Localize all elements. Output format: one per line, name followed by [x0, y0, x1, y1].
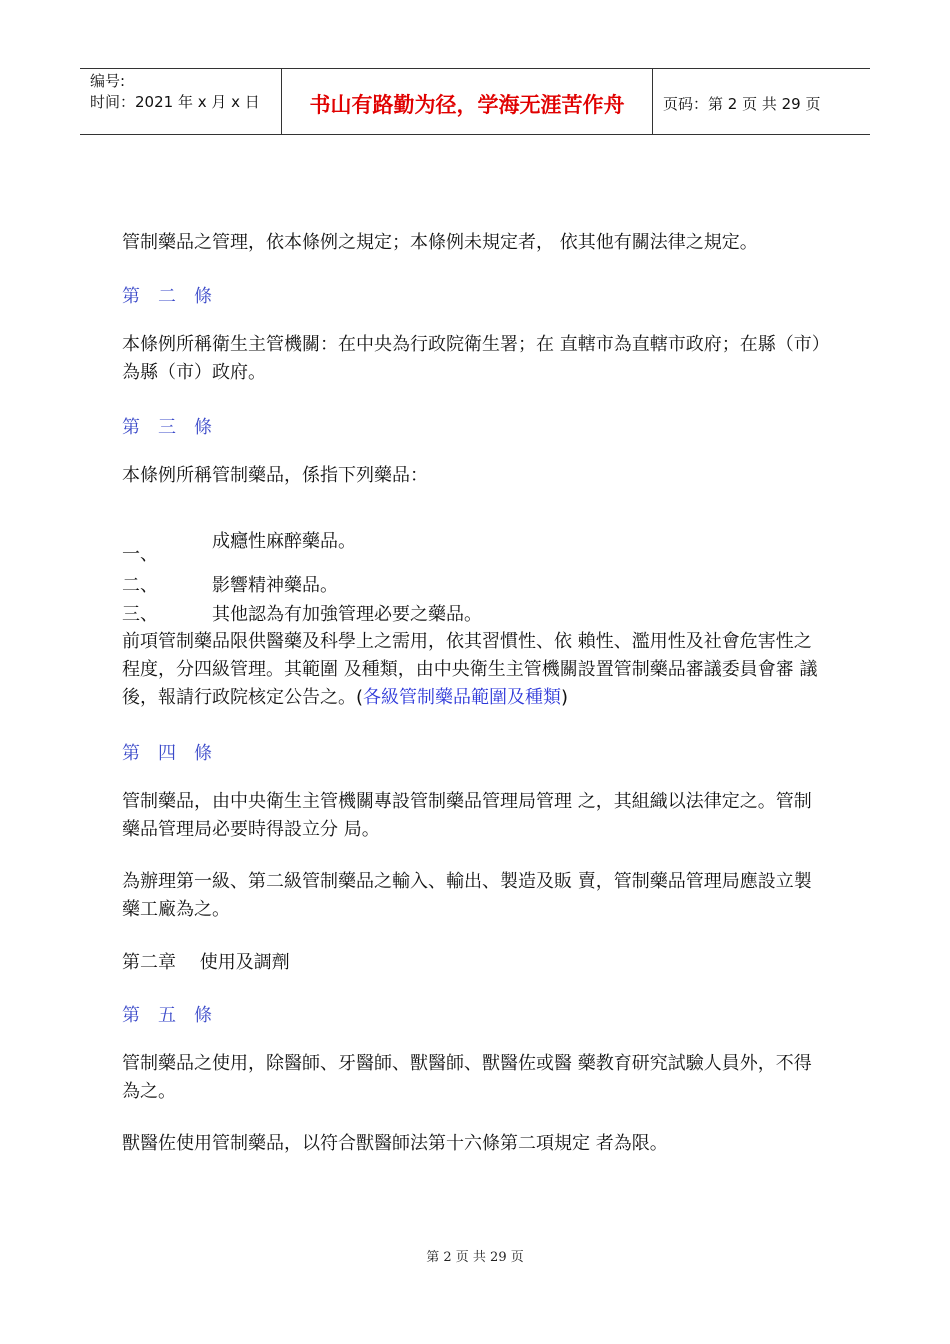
header-motto: 书山有路勤为径，学海无涯苦作舟 [282, 69, 653, 134]
list-item-text: 成癮性麻醉藥品。 [212, 531, 356, 552]
paragraph-4: 前項管制藥品限供醫藥及科學上之需用，依其習慣性、依 賴性、濫用性及社會危害性之程度，分四級管理。其範圍 及種類，由中央衛生主管機關設置管制藥品審議委員會審 議後，報請行政院核定公告之。(各級管制藥品範圍及種類) [122, 631, 818, 708]
chapter-heading: 第二章 使用及調劑 [122, 952, 290, 973]
list-item-number: 一、 [122, 544, 158, 565]
paragraph-7: 管制藥品之使用，除醫師、牙醫師、獸醫師、獸醫佐或醫 藥教育研究試驗人員外，不得為之。 [122, 1053, 812, 1102]
article-2-heading: 第 二 條 [122, 286, 212, 307]
list-item-number: 二、 [122, 575, 158, 596]
paragraph-8: 獸醫佐使用管制藥品，以符合獸醫師法第十六條第二項規定 者為限。 [122, 1133, 668, 1154]
page-header [80, 68, 870, 135]
category-link[interactable]: 各級管制藥品範圍及種類 [363, 687, 562, 708]
article-3-heading: 第 三 條 [122, 417, 212, 438]
time-label: 时间：2021 年 x 月 x 日 [90, 93, 260, 111]
list-item-text: 其他認為有加強管理必要之藥品。 [212, 604, 482, 625]
header-page-info: 页码：第 2 页 共 29 页 [663, 95, 821, 113]
paragraph-3: 本條例所稱管制藥品，係指下列藥品： [122, 465, 428, 486]
list-item-text: 影響精神藥品。 [212, 575, 338, 596]
paragraph-6: 為辦理第一級、第二級管制藥品之輸入、輸出、製造及販 賣，管制藥品管理局應設立製藥工廠為之。 [122, 871, 812, 920]
article-5-heading: 第 五 條 [122, 1005, 212, 1026]
paragraph-5: 管制藥品，由中央衛生主管機關專設管制藥品管理局管理 之，其組織以法律定之。管制藥品管理局必要時得設立分 局。 [122, 791, 812, 840]
list-item-number: 三、 [122, 604, 158, 625]
page-footer: 第 2 页 共 29 页 [426, 1250, 524, 1265]
paragraph-1: 管制藥品之管理，依本條例之規定；本條例未規定者， 依其他有關法律之規定。 [122, 232, 758, 253]
header-meta [80, 69, 282, 134]
article-4-heading: 第 四 條 [122, 743, 212, 764]
paragraph-2: 本條例所稱衛生主管機關：在中央為行政院衛生署；在 直轄市為直轄市政府；在縣（市）為縣（市）政府。 [122, 334, 821, 383]
number-label: 编号: [90, 72, 126, 90]
